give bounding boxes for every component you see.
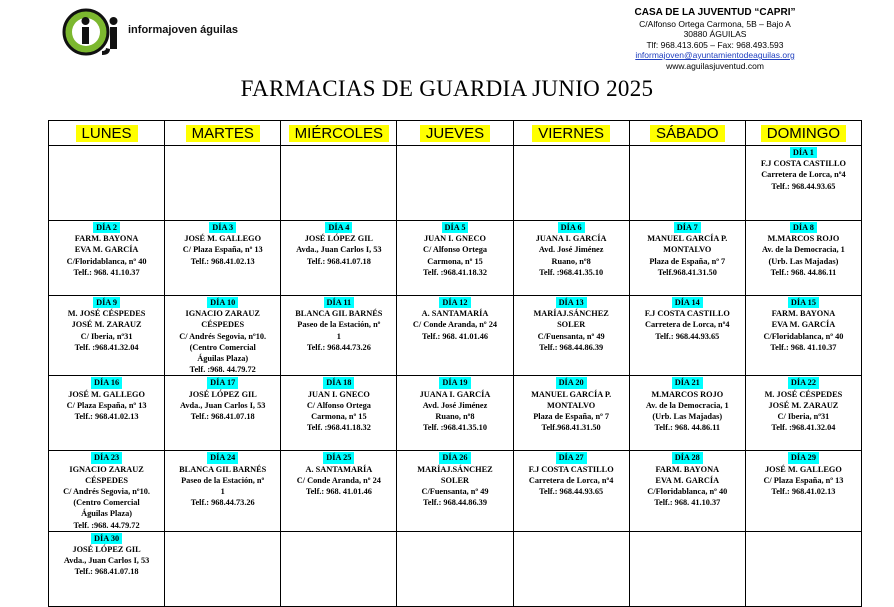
pharmacy-info-line: Avd. José Jiménez <box>538 245 604 255</box>
header-jueves: JUEVES <box>397 121 513 146</box>
header-viernes: VIERNES <box>513 121 629 146</box>
pharmacy-info-line: Ruano, nº8 <box>435 412 475 422</box>
day-number-label: DÍA 3 <box>209 222 236 233</box>
pharmacy-info-line: Plaza de España, nº 7 <box>533 412 610 422</box>
pharmacy-day-cell <box>745 451 861 531</box>
pharmacy-info-line: Telf.: 968.41.07.18 <box>190 412 255 422</box>
day-number-label: DÍA 29 <box>788 452 819 463</box>
pharmacy-info-line: Telf.: 968.41.02.13 <box>190 256 255 266</box>
pharmacy-day-cell <box>49 531 165 606</box>
pharmacy-info-line: Telf.: 968.41.02.13 <box>771 487 836 497</box>
pharmacy-info-line: (Centro Comercial <box>189 342 256 352</box>
pharmacy-day-cell <box>165 296 281 376</box>
empty-day-cell <box>629 531 745 606</box>
pharmacy-info-line: Carretera de Lorca, nº4 <box>761 170 846 180</box>
day-number-label: DÍA 14 <box>672 297 703 308</box>
pharmacy-info-line: M.MARCOS ROJO <box>767 234 840 244</box>
day-number-label: DÍA 2 <box>93 222 120 233</box>
pharmacy-info-line: Telf.: 968.44.86.39 <box>539 342 604 352</box>
calendar-week-row <box>49 451 862 531</box>
day-number-label: DÍA 20 <box>556 377 587 388</box>
pharmacy-info-line: Telf.968.41.31.50 <box>541 423 601 433</box>
empty-day-cell <box>165 531 281 606</box>
pharmacy-day-cell <box>397 221 513 296</box>
header-miercoles: MIÉRCOLES <box>281 121 397 146</box>
pharmacy-info-line: C/ Iberia, nº31 <box>777 412 830 422</box>
pharmacy-info-line: SOLER <box>557 320 586 330</box>
empty-day-cell <box>745 531 861 606</box>
org-website[interactable]: www.aguilasjuventud.com <box>666 60 764 71</box>
pharmacy-info-line: SOLER <box>440 475 470 485</box>
pharmacy-info-line: C/Fuensanta, nº 49 <box>421 487 489 497</box>
pharmacy-day-cell <box>49 451 165 531</box>
header-sabado: SÁBADO <box>629 121 745 146</box>
day-number-label: DÍA 27 <box>556 452 587 463</box>
pharmacy-info-line: A. SANTAMARÍA <box>305 464 373 474</box>
pharmacy-info-line: Telf.: 968.41.07.18 <box>74 567 139 577</box>
day-number-label: DÍA 7 <box>674 222 701 233</box>
pharmacy-day-cell <box>397 296 513 376</box>
day-number-label: DÍA 5 <box>442 222 469 233</box>
pharmacy-info-line: Telf. :968.41.32.04 <box>74 342 139 352</box>
pharmacy-info-line: Telf.: 968. 44.86.11 <box>770 267 837 277</box>
pharmacy-info-line: Telf.: 968.44.73.26 <box>190 498 255 508</box>
pharmacy-info-line: F.J COSTA CASTILLO <box>760 159 846 169</box>
pharmacy-info-line: C/ Alfonso Ortega <box>422 245 488 255</box>
day-number-label: DÍA 17 <box>207 377 238 388</box>
pharmacy-info-line: MARÍAJ.SÁNCHEZ <box>417 464 493 474</box>
pharmacy-info-line: Paseo de la Estación, nº <box>181 475 265 485</box>
pharmacy-info-line: Telf. :968.41.35.10 <box>539 267 604 277</box>
pharmacy-day-cell <box>629 221 745 296</box>
pharmacy-info-line: Telf. :968.41.32.04 <box>771 423 836 433</box>
pharmacy-day-cell <box>165 376 281 451</box>
pharmacy-info-line: Águilas Plaza) <box>197 354 249 364</box>
pharmacy-info-line: Telf.: 968.44.93.65 <box>655 331 720 341</box>
org-city: 30880 ÁGUILAS <box>683 29 747 39</box>
day-number-label: DÍA 1 <box>790 147 817 158</box>
day-number-label: DÍA 15 <box>788 297 819 308</box>
pharmacy-info-line: MARÍAJ.SÁNCHEZ <box>533 309 609 319</box>
pharmacy-day-cell <box>629 376 745 451</box>
pharmacy-info-line: Carretera de Lorca, nº4 <box>645 320 730 330</box>
pharmacy-info-line: Ruano, nº8 <box>551 256 591 266</box>
header-domingo: DOMINGO <box>745 121 861 146</box>
pharmacy-info-line: Telf. :968.41.35.10 <box>422 423 487 433</box>
pharmacy-info-line: Avd. José Jiménez <box>422 400 488 410</box>
day-number-label: DÍA 12 <box>439 297 470 308</box>
pharmacy-info-line: C/ Plaza España, nº 13 <box>763 475 844 485</box>
pharmacy-info-line: JOSÉ M. ZARAUZ <box>768 400 839 410</box>
calendar-week-row <box>49 221 862 296</box>
pharmacy-info-line: JOSÉ LÓPEZ GIL <box>304 234 373 244</box>
page-title: FARMACIAS DE GUARDIA JUNIO 2025 <box>240 76 654 101</box>
pharmacy-info-line: JOSÉ LÓPEZ GIL <box>72 545 141 555</box>
pharmacy-info-line: Telf. :968.41.18.32 <box>422 267 487 277</box>
empty-day-cell <box>513 146 629 221</box>
pharmacy-info-line: Avda., Juan Carlos I, 53 <box>63 556 150 566</box>
pharmacy-day-cell <box>629 451 745 531</box>
pharmacy-info-line: M. JOSÉ CÉSPEDES <box>764 389 843 399</box>
day-number-label: DÍA 13 <box>556 297 587 308</box>
day-number-label: DÍA 4 <box>325 222 352 233</box>
pharmacy-info-line: BLANCA GIL BARNÉS <box>295 309 383 319</box>
calendar-week-row <box>49 376 862 451</box>
calendar-week-row <box>49 531 862 606</box>
day-number-label: DÍA 22 <box>788 377 819 388</box>
pharmacy-info-line: M. JOSÉ CÉSPEDES <box>67 309 146 319</box>
pharmacy-info-line: C/ Alfonso Ortega <box>306 400 371 410</box>
pharmacy-info-line: C/ Andrés Segovia, nº10. <box>63 487 150 497</box>
day-number-label: DÍA 23 <box>91 452 122 463</box>
pharmacy-day-cell <box>281 296 397 376</box>
pharmacy-info-line: Carmona, nº 15 <box>311 412 367 422</box>
pharmacy-info-line: JUAN I. GNECO <box>423 234 486 244</box>
pharmacy-info-line: CÉSPEDES <box>201 320 245 330</box>
pharmacy-info-line: JOSÉ M. GALLEGO <box>68 389 145 399</box>
empty-day-cell <box>397 531 513 606</box>
empty-day-cell <box>629 146 745 221</box>
pharmacy-day-cell <box>745 221 861 296</box>
pharmacy-info-line: C/ Conde Aranda, nº 24 <box>412 320 498 330</box>
pharmacy-info-line: JOSÉ M. GALLEGO <box>765 464 842 474</box>
day-number-label: DÍA 16 <box>91 377 122 388</box>
header-lunes: LUNES <box>49 121 165 146</box>
logo-text: informajoven águilas <box>128 24 239 36</box>
org-address: C/Alfonso Ortega Carmona, 5B – Bajo A <box>639 18 791 29</box>
empty-day-cell <box>49 146 165 221</box>
pharmacy-info-line: FARM. BAYONA <box>74 234 139 244</box>
pharmacy-info-line: C/ Iberia, nº31 <box>80 331 133 341</box>
pharmacy-info-line: Telf. :968. 44.79.72 <box>73 520 140 530</box>
pharmacy-info-line: C/Fuensanta, nº 49 <box>537 331 605 341</box>
pharmacy-info-line: EVA M. GARCÍA <box>771 320 836 330</box>
pharmacy-info-line: Carretera de Lorca, nº4 <box>528 475 614 485</box>
pharmacy-info-line: Paseo de la Estación, nº <box>297 320 381 330</box>
pharmacy-info-line: FARM. BAYONA <box>655 464 720 474</box>
pharmacy-info-line: F.J COSTA CASTILLO <box>528 464 614 474</box>
pharmacy-info-line: JOSÉ LÓPEZ GIL <box>188 389 257 399</box>
org-email-link[interactable]: informajoven@ayuntamientodeaguilas.org <box>635 50 795 60</box>
pharmacy-day-cell <box>745 296 861 376</box>
pharmacy-info-line: Telf.: 968. 41.01.46 <box>305 487 372 497</box>
day-number-label: DÍA 10 <box>207 297 238 308</box>
pharmacy-info-line: JOSÉ M. GALLEGO <box>184 234 262 244</box>
pharmacy-info-line: 1 <box>336 331 341 341</box>
pharmacy-day-cell <box>165 451 281 531</box>
informajoven-ij-logo-icon <box>62 8 128 56</box>
pharmacy-info-line: C/ Plaza España, nº 13 <box>66 400 147 410</box>
day-number-label: DÍA 24 <box>207 452 238 463</box>
pharmacy-info-line: C/ Plaza España, nº 13 <box>182 245 263 255</box>
pharmacy-info-line: A. SANTAMARÍA <box>421 309 489 319</box>
day-number-label: DÍA 8 <box>790 222 817 233</box>
pharmacy-info-line: Avda., Juan Carlos I, 53 <box>296 245 382 255</box>
day-number-label: DÍA 19 <box>439 377 470 388</box>
pharmacy-day-cell <box>513 451 629 531</box>
pharmacy-info-line: (Urb. Las Majadas) <box>768 256 839 266</box>
pharmacy-info-line: F.J COSTA CASTILLO <box>644 309 730 319</box>
pharmacy-day-cell <box>397 376 513 451</box>
day-number-label: DÍA 28 <box>672 452 703 463</box>
pharmacy-info-line: 1 <box>220 487 225 497</box>
pharmacy-info-line: Águilas Plaza) <box>81 509 133 519</box>
pharmacy-info-line: MONTALVO <box>547 400 596 410</box>
header-martes: MARTES <box>165 121 281 146</box>
pharmacy-info-line: BLANCA GIL BARNÉS <box>179 464 267 474</box>
pharmacy-info-line: Telf.: 968.44.86.39 <box>422 498 487 508</box>
pharmacy-info-line: MANUEL GARCÍA P. <box>531 389 612 399</box>
pharmacy-info-line: C/ Andrés Segovia, nº10. <box>179 331 267 341</box>
pharmacy-day-cell <box>745 376 861 451</box>
pharmacy-info-line: Telf.: 968.44.93.65 <box>771 181 836 191</box>
pharmacy-info-line: C/Floridablanca, nº 40 <box>66 256 147 266</box>
pharmacy-info-line: JOSÉ M. ZARAUZ <box>71 320 142 330</box>
pharmacy-info-line: Telf.: 968.41.07.18 <box>306 256 371 266</box>
pharmacy-day-cell <box>513 296 629 376</box>
pharmacy-day-cell <box>745 146 861 221</box>
pharmacy-info-line: IGNACIO ZARAUZ <box>69 464 144 474</box>
pharmacy-info-line: MANUEL GARCÍA P. <box>647 234 728 244</box>
pharmacy-info-line: Av. de la Democracia, 1 <box>762 245 845 255</box>
pharmacy-info-line: EVA M. GARCÍA <box>74 245 139 255</box>
org-phone: Tlf: 968.413.605 – Fax: 968.493.593 <box>646 39 784 50</box>
day-number-label: DÍA 26 <box>439 452 470 463</box>
pharmacy-info-line: JUANA I. GARCÍA <box>535 234 607 244</box>
pharmacy-info-line: Av. de la Democracia, 1 <box>645 400 729 410</box>
day-number-label: DÍA 18 <box>323 377 354 388</box>
day-number-label: DÍA 30 <box>91 533 122 544</box>
pharmacy-day-cell <box>281 376 397 451</box>
pharmacy-info-line: IGNACIO ZARAUZ <box>185 309 260 319</box>
pharmacy-info-line: Telf.: 968.44.73.26 <box>306 342 371 352</box>
pharmacy-info-line: Plaza de España, nº 7 <box>649 256 726 266</box>
pharmacy-day-cell <box>397 451 513 531</box>
pharmacy-info-line: Telf.: 968. 41.10.37 <box>770 342 837 352</box>
calendar-body <box>49 146 862 607</box>
pharmacy-info-line: M.MARCOS ROJO <box>651 389 724 399</box>
pharmacy-info-line: Telf.: 968.41.02.13 <box>74 412 139 422</box>
empty-day-cell <box>165 146 281 221</box>
pharmacy-info-line: Telf.: 968. 41.10.37 <box>73 267 140 277</box>
empty-day-cell <box>281 146 397 221</box>
pharmacy-info-line: MONTALVO <box>663 245 712 255</box>
pharmacy-day-cell <box>281 451 397 531</box>
pharmacy-day-cell <box>629 296 745 376</box>
pharmacy-info-line: FARM. BAYONA <box>771 309 836 319</box>
weekday-header-row <box>49 121 862 146</box>
day-number-label: DÍA 25 <box>323 452 354 463</box>
pharmacy-info-line: C/ Conde Aranda, nº 24 <box>296 475 381 485</box>
pharmacy-calendar-table <box>48 120 862 607</box>
pharmacy-info-line: JUANA I. GARCÍA <box>419 389 491 399</box>
day-number-label: DÍA 11 <box>324 297 355 308</box>
pharmacy-day-cell <box>49 376 165 451</box>
day-number-label: DÍA 6 <box>558 222 585 233</box>
pharmacy-info-line: C/Floridablanca, nº 40 <box>647 487 728 497</box>
organization-info <box>600 8 830 71</box>
pharmacy-info-line: Telf.: 968. 41.01.46 <box>421 331 489 341</box>
pharmacy-info-line: Telf.968.41.31.50 <box>657 267 717 277</box>
calendar-week-row <box>49 146 862 221</box>
pharmacy-day-cell <box>165 221 281 296</box>
pharmacy-info-line: Carmona, nº 15 <box>427 256 483 266</box>
pharmacy-day-cell <box>49 221 165 296</box>
empty-day-cell <box>281 531 397 606</box>
pharmacy-day-cell <box>49 296 165 376</box>
pharmacy-info-line: (Urb. Las Majadas) <box>652 412 723 422</box>
pharmacy-day-cell <box>281 221 397 296</box>
pharmacy-info-line: Telf.: 968. 41.10.37 <box>654 498 721 508</box>
empty-day-cell <box>513 531 629 606</box>
pharmacy-info-line: (Centro Comercial <box>73 498 140 508</box>
pharmacy-info-line: EVA M. GARCÍA <box>655 475 720 485</box>
pharmacy-info-line: Telf. :968. 44.79.72 <box>189 365 256 375</box>
day-number-label: DÍA 9 <box>93 297 120 308</box>
pharmacy-info-line: Telf.: 968. 44.86.11 <box>654 423 721 433</box>
pharmacy-info-line: CÉSPEDES <box>85 475 129 485</box>
pharmacy-info-line: C/Floridablanca, nº 40 <box>763 331 844 341</box>
pharmacy-day-cell <box>513 376 629 451</box>
pharmacy-info-line: Telf. :968.41.18.32 <box>306 423 371 433</box>
pharmacy-day-cell <box>513 221 629 296</box>
day-number-label: DÍA 21 <box>672 377 703 388</box>
empty-day-cell <box>397 146 513 221</box>
pharmacy-info-line: Avda., Juan Carlos I, 53 <box>180 400 266 410</box>
pharmacy-info-line: Telf.: 968.44.93.65 <box>539 487 604 497</box>
pharmacy-info-line: JUAN I. GNECO <box>307 389 370 399</box>
org-name: CASA DE LA JUVENTUD “CAPRI” <box>634 7 796 18</box>
calendar-week-row <box>49 296 862 376</box>
